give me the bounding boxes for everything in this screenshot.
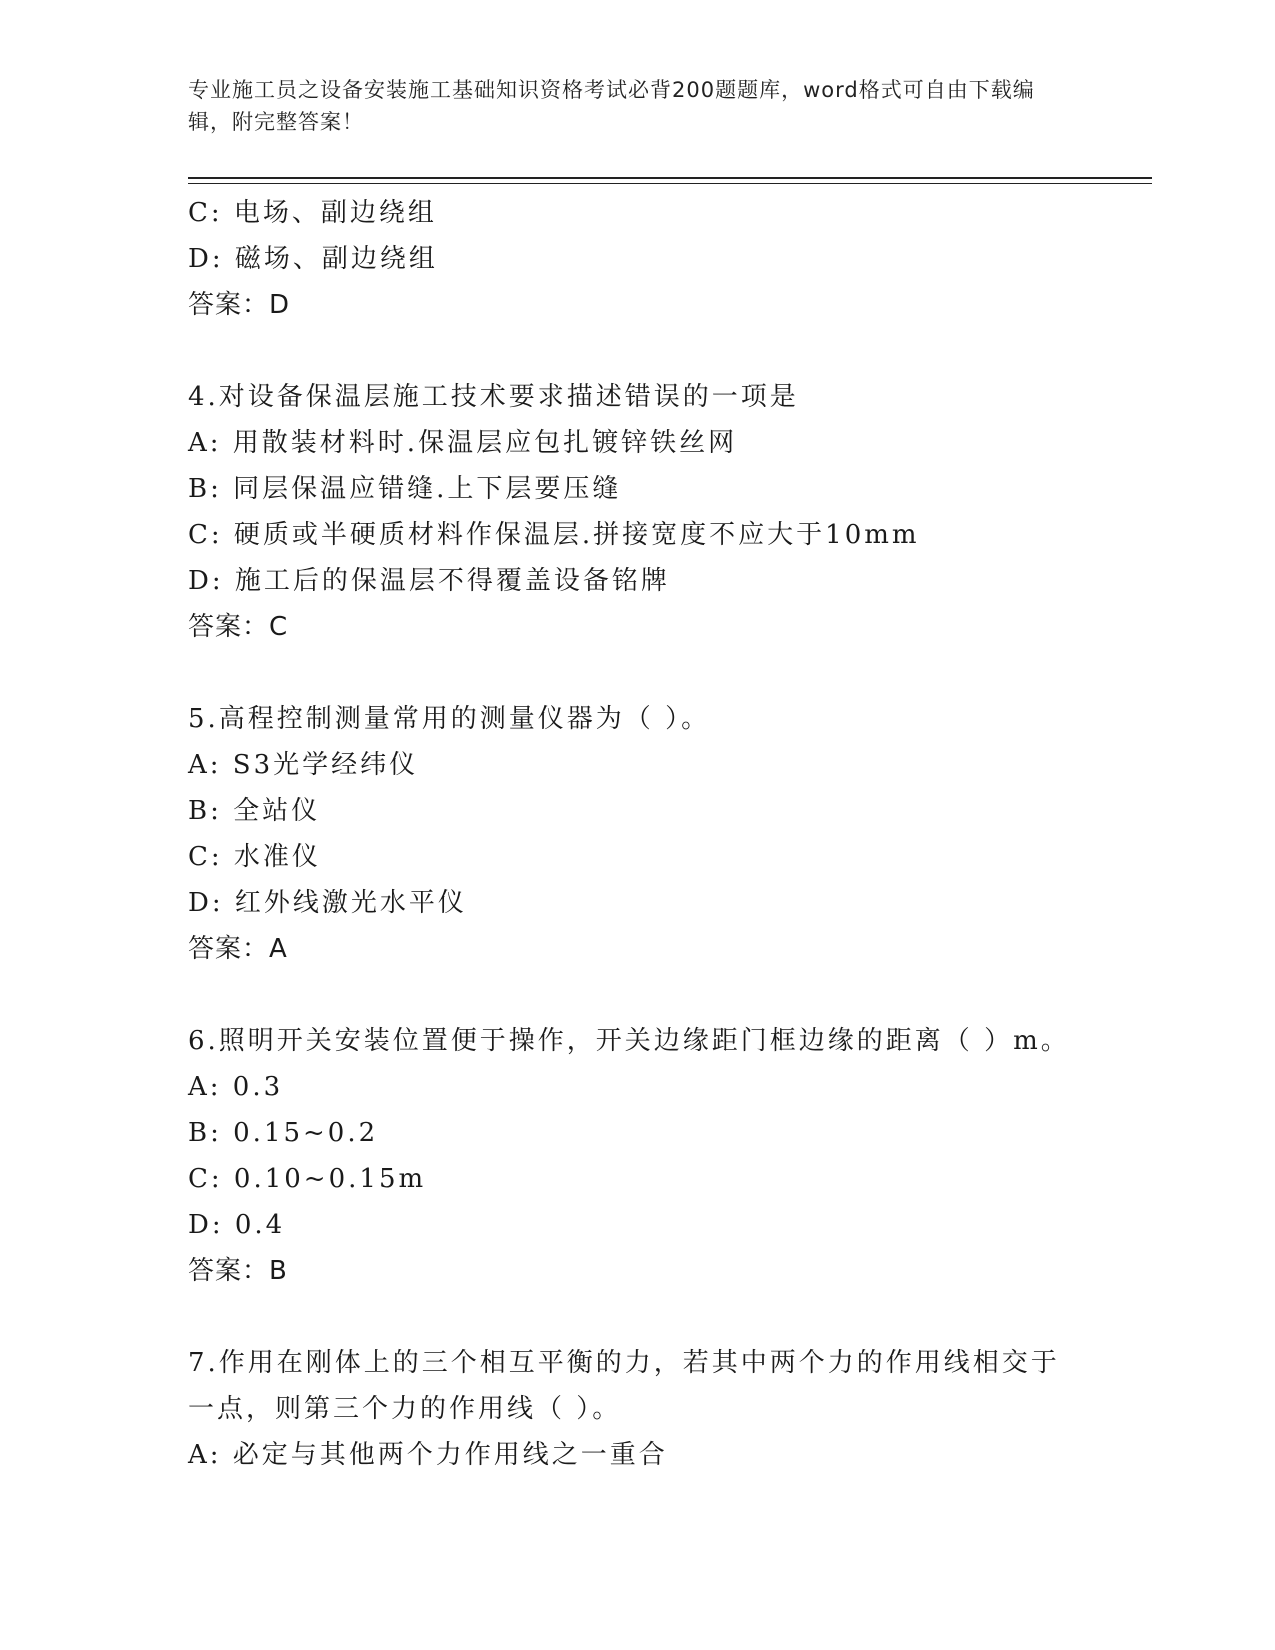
answer: 答案：D <box>188 290 291 320</box>
option-c: C: 0.10~0.15m <box>188 1164 427 1194</box>
option-d: D: 0.4 <box>188 1210 286 1240</box>
question-text: 5.高程控制测量常用的测量仪器为（ ）。 <box>188 704 711 734</box>
option-d: D: 磁场、副边绕组 <box>188 244 438 274</box>
question-3-tail <box>188 190 1088 328</box>
answer: 答案：B <box>188 1256 288 1286</box>
question-text: 7.作用在刚体上的三个相互平衡的力，若其中两个力的作用线相交于一点，则第三个力的作用线（ ）。 <box>188 1348 1060 1424</box>
option-a: A: 0.3 <box>188 1072 284 1102</box>
option-c: C: 电场、副边绕组 <box>188 198 437 228</box>
option-d: D: 红外线激光水平仪 <box>188 888 467 918</box>
option-b: B: 全站仪 <box>188 796 321 826</box>
question-list <box>188 190 1088 1478</box>
header-divider-thin <box>188 183 1152 184</box>
header-divider <box>188 177 1152 179</box>
option-b: B: 0.15~0.2 <box>188 1118 379 1148</box>
question-5 <box>188 696 1088 972</box>
spacer <box>188 1294 1088 1340</box>
question-6 <box>188 1018 1088 1294</box>
spacer <box>188 328 1088 374</box>
question-4 <box>188 374 1088 650</box>
option-b: B: 同层保温应错缝.上下层要压缝 <box>188 474 622 504</box>
question-text: 6.照明开关安装位置便于操作，开关边缘距门框边缘的距离（ ）m。 <box>188 1026 1070 1056</box>
question-text: 4.对设备保温层施工技术要求描述错误的一项是 <box>188 382 799 412</box>
option-a: A: S3光学经纬仪 <box>188 750 419 780</box>
option-a: A: 必定与其他两个力作用线之一重合 <box>188 1440 668 1470</box>
option-a: A: 用散装材料时.保温层应包扎镀锌铁丝网 <box>188 428 738 458</box>
document-header: 专业施工员之设备安装施工基础知识资格考试必背200题题库，word格式可自由下载编辑，附完整答案！ <box>188 78 1035 134</box>
question-7 <box>188 1340 1088 1478</box>
option-d: D: 施工后的保温层不得覆盖设备铭牌 <box>188 566 670 596</box>
option-c: C: 硬质或半硬质材料作保温层.拼接宽度不应大于10mm <box>188 520 920 550</box>
option-c: C: 水准仪 <box>188 842 321 872</box>
spacer <box>188 972 1088 1018</box>
answer: 答案：A <box>188 934 288 964</box>
spacer <box>188 650 1088 696</box>
answer: 答案：C <box>188 612 289 642</box>
